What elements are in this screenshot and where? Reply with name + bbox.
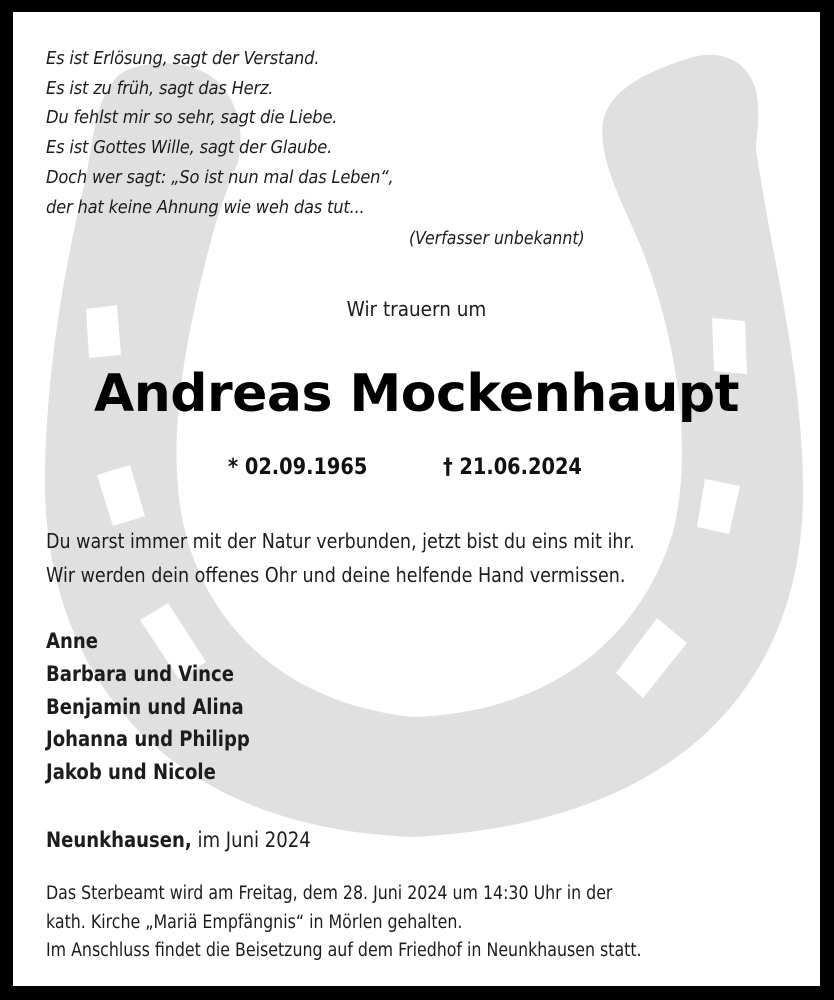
birth-date: * 02.09.1965 [228, 455, 368, 480]
mourners-list [46, 625, 250, 789]
intro-text: Wir trauern um [346, 297, 487, 321]
poem [46, 45, 394, 223]
service-line: Das Sterbeamt wird am Freitag, dem 28. Juni 2024 um 14:30 Uhr in der [46, 883, 613, 904]
poem-line: Doch wer sagt: „So ist nun mal das Leben“, [46, 167, 394, 188]
mourner: Jakob und Nicole [46, 760, 216, 785]
mourner: Barbara und Vince [46, 661, 234, 686]
place-town: Neunkhausen, [46, 828, 192, 852]
message [46, 524, 635, 592]
poem-line: Es ist zu früh, sagt das Herz. [46, 78, 274, 99]
place-date-text: im Juni 2024 [191, 828, 311, 852]
poem-line: der hat keine Ahnung wie weh das tut... [46, 197, 365, 218]
mourner: Johanna und Philipp [46, 727, 250, 752]
deceased-name: Andreas Mockenhaupt [93, 364, 740, 424]
message-line: Du warst immer mit der Natur verbunden, jetzt bist du eins mit ihr. [46, 529, 635, 553]
poem-line: Es ist Erlösung, sagt der Verstand. [46, 49, 320, 69]
mourner: Benjamin und Alina [46, 694, 244, 719]
place-date [46, 828, 311, 852]
poem-line: Du fehlst mir so sehr, sagt die Liebe. [46, 108, 338, 129]
obituary-card [13, 12, 820, 986]
service-info [46, 880, 642, 966]
content [13, 12, 820, 986]
service-line: Im Anschluss findet die Beisetzung auf dem Friedhof in Neunkhausen statt. [46, 940, 642, 961]
message-line: Wir werden dein offenes Ohr und deine helfende Hand vermissen. [46, 563, 626, 587]
poem-author: (Verfasser unbekannt) [409, 229, 585, 249]
poem-line: Es ist Gottes Wille, sagt der Glaube. [46, 138, 333, 159]
mourner: Anne [46, 629, 98, 653]
service-line: kath. Kirche „Mariä Empfängnis“ in Mörlen gehalten. [46, 911, 463, 933]
death-date: † 21.06.2024 [443, 455, 582, 480]
